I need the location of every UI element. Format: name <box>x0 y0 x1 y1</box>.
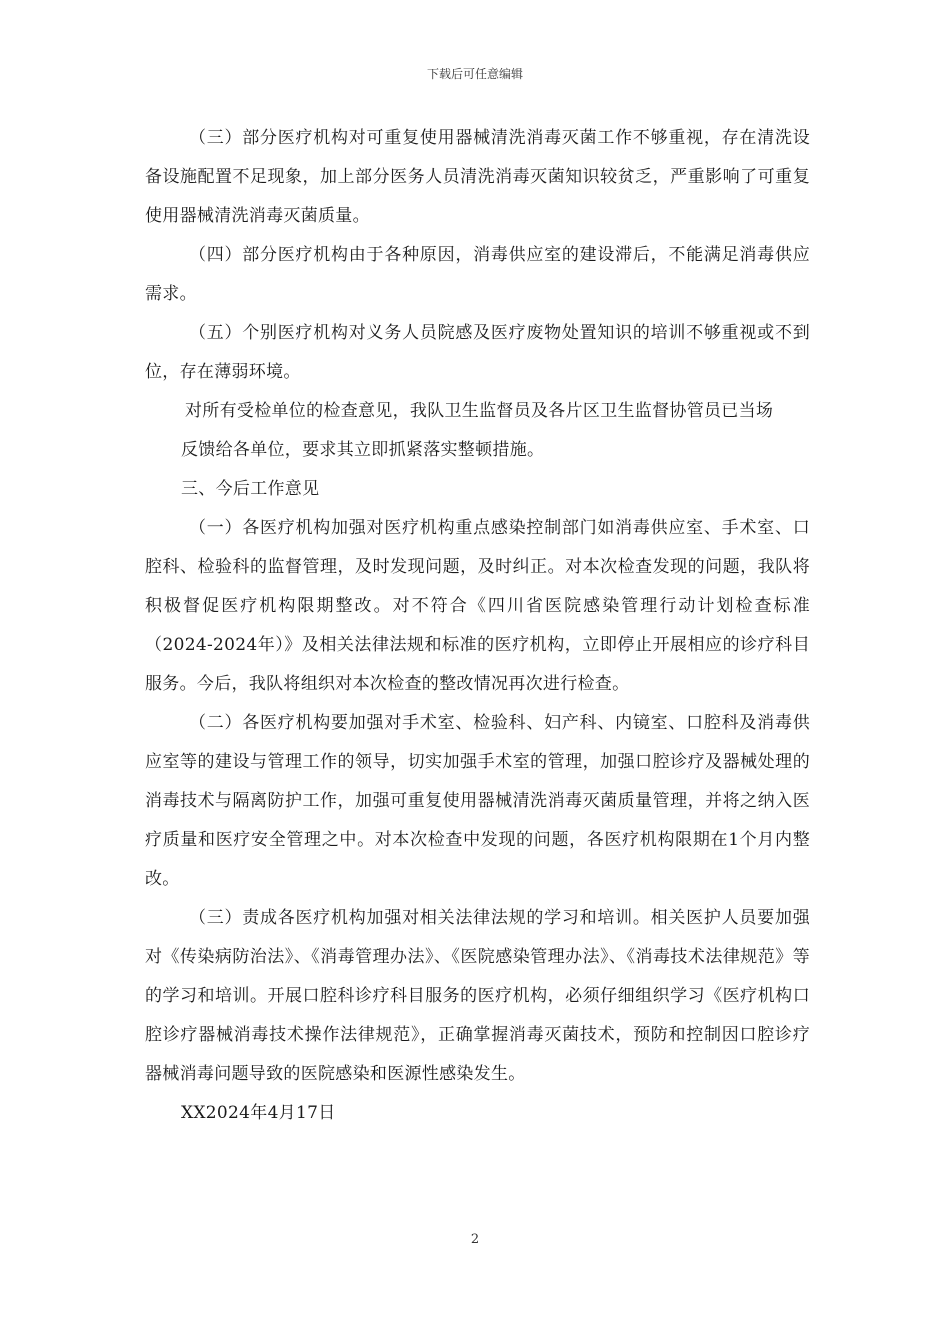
document-date: XX2024年4月17日 <box>181 1103 336 1123</box>
paragraph-supervision: （一）各医疗机构加强对医疗机构重点感染控制部门如消毒供应室、手术室、口腔科、检验科的监督管理，及时发现问题，及时纠正。对本次检查发现的问题，我队将积极督促医疗机构限期整改。对不符合《四川省医院感染管理行动计划检查标准（2024-2024年）》及相关法律法规和标准的医疗机构，立即停止开展相应的诊疗科目服务。今后，我队将组织对本次检查的整改情况再次进行检查。 <box>145 518 810 694</box>
paragraph-training-gap: （五）个别医疗机构对义务人员院感及医疗废物处置知识的培训不够重视或不到位，存在薄弱环境。 <box>145 323 810 382</box>
paragraph-inadequate-cleaning: （三）部分医疗机构对可重复使用器械清洗消毒灭菌工作不够重视，存在清洗设备设施配置不足现象，加上部分医务人员清洗消毒灭菌知识较贫乏，严重影响了可重复使用器械清洗消毒灭菌质量。 <box>145 128 810 226</box>
paragraph-management-leadership: （二）各医疗机构要加强对手术室、检验科、妇产科、内镜室、口腔科及消毒供应室等的建设与管理工作的领导，切实加强手术室的管理，加强口腔诊疗及器械处理的消毒技术与隔离防护工作，加强可重复使用器械清洗消毒灭菌质量管理，并将之纳入医疗质量和医疗安全管理之中。对本次检查中发现的问题，各医疗机构限期在1个月内整改。 <box>145 713 810 889</box>
paragraph-inspection-feedback: 对所有受检单位的检查意见，我队卫生监督员及各片区卫生监督协管员已当场 <box>185 401 774 421</box>
page-number: 2 <box>470 1232 480 1247</box>
section-heading-future-work: 三、今后工作意见 <box>181 479 320 499</box>
paragraph-law-training: （三）责成各医疗机构加强对相关法律法规的学习和培训。相关医护人员要加强对《传染病防治法》、《消毒管理办法》、《医院感染管理办法》、《消毒技术法律规范》等的学习和培训。开展口腔科诊疗科目服务的医疗机构，必须仔细组织学习《医疗机构口腔诊疗器械消毒技术操作法律规范》，正确掌握消毒灭菌技术，预防和控制因口腔诊疗器械消毒问题导致的医院感染和医源性感染发生。 <box>145 908 810 1084</box>
paragraph-feedback-continued: 反馈给各单位，要求其立即抓紧落实整顿措施。 <box>181 440 545 460</box>
paragraph-supply-room-lag: （四）部分医疗机构由于各种原因，消毒供应室的建设滞后，不能满足消毒供应需求。 <box>145 245 810 304</box>
document-body <box>145 119 810 1133</box>
page-header-note: 下载后可任意编辑 <box>426 67 523 81</box>
